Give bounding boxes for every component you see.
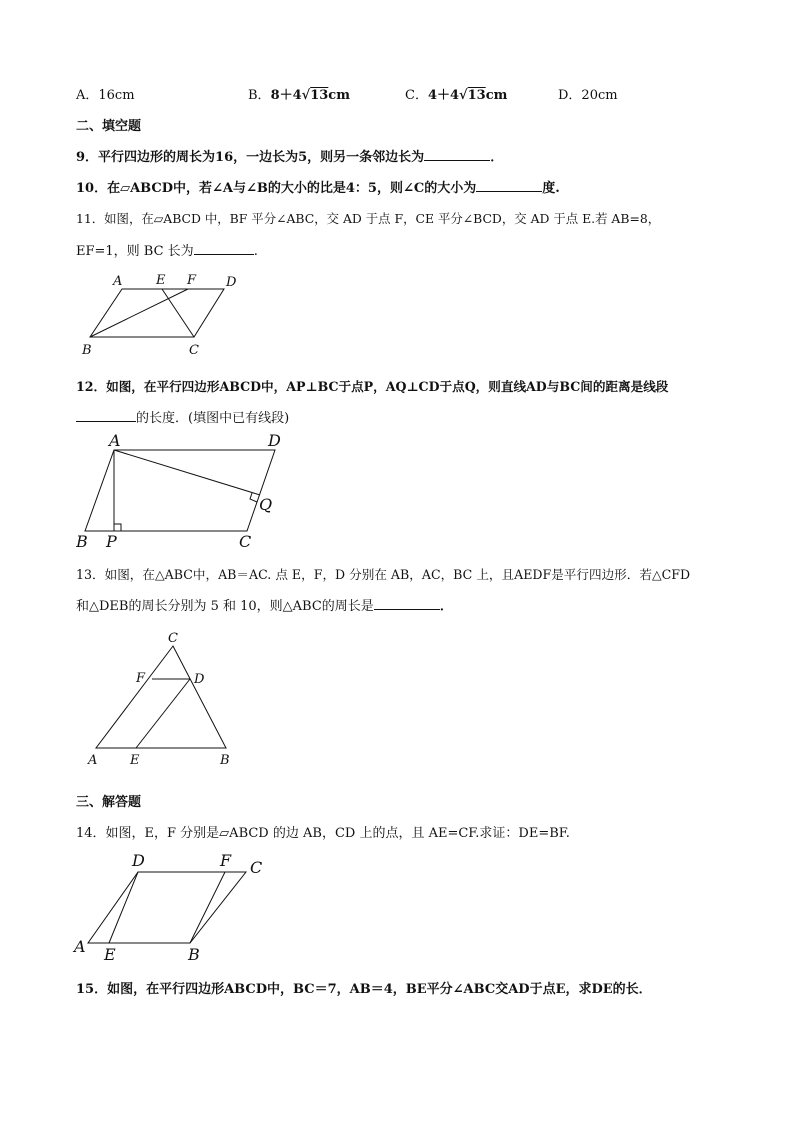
- question-13-end: ．: [439, 599, 453, 614]
- segment-ce: [162, 289, 194, 337]
- right-angle-q: [250, 493, 257, 502]
- question-13-line-1: 13．如图，在△ABC中，AB＝AC. 点 E，F，D 分别在 AB，AC，BC 上，且AEDF是平行四边形．若△CFD: [76, 567, 691, 582]
- label-c: C: [239, 532, 252, 551]
- label-b: B: [188, 945, 200, 964]
- answer-blank-9[interactable]: [424, 148, 490, 161]
- segment-aq: [114, 450, 260, 495]
- label-d: D: [226, 275, 237, 290]
- triangle-abc: [96, 646, 226, 748]
- option-b: [248, 84, 350, 103]
- question-9-end: ．: [490, 150, 504, 165]
- label-c: C: [168, 631, 178, 646]
- answer-blank-11[interactable]: [194, 242, 254, 255]
- section-solve-title: 三、解答题: [76, 795, 142, 810]
- question-11-end: .: [253, 244, 258, 259]
- answer-blank-12[interactable]: [76, 409, 136, 422]
- figure-q12-parallelogram: [76, 430, 296, 552]
- question-12-line-1-text: 12．如图，在平行四边形ABCD中，AP⊥BC于点P，AQ⊥CD于点Q，则直线AD与BC间的距离是线段: [76, 379, 669, 394]
- segment-bf: [90, 289, 188, 337]
- label-b: B: [76, 532, 88, 551]
- question-12-line-1: [76, 376, 668, 395]
- option-b-prefix: B．: [248, 88, 271, 103]
- option-c: [405, 84, 507, 103]
- label-c: C: [189, 343, 199, 358]
- option-b-radicand: 13: [310, 88, 329, 103]
- segment-de: [136, 679, 190, 748]
- option-c-math: 4＋4: [427, 88, 460, 103]
- question-11-line-2: [76, 240, 258, 259]
- segment-bf: [190, 872, 225, 943]
- question-15: 15．如图，在平行四边形ABCD中，BC＝7，AB＝4，BE平分∠ABC交AD于点E，求DE的长．: [76, 982, 652, 997]
- section-fill-in-title: 二、填空题: [76, 119, 142, 134]
- answer-blank-13[interactable]: [374, 597, 440, 610]
- question-13-line-2: [76, 595, 453, 614]
- question-14: 14．如图，E，F 分别是▱ABCD 的边 AB，CD 上的点，且 AE=CF.求证：DE=BF.: [76, 826, 570, 841]
- question-10-text: 10．在▱ABCD中，若∠A与∠B的大小的比是4：5，则∠C的大小为: [76, 181, 477, 196]
- parallelogram-abcd: [88, 872, 246, 943]
- question-9-text: 9．平行四边形的周长为16，一边长为5，则另一条邻边长为: [76, 150, 425, 165]
- option-c-radicand: 13: [467, 88, 486, 103]
- label-a: A: [74, 937, 86, 956]
- label-c: C: [250, 858, 263, 877]
- label-b: B: [82, 343, 92, 358]
- question-10-end: 度.: [542, 181, 560, 196]
- question-10: [76, 177, 560, 196]
- label-e: E: [104, 945, 116, 964]
- option-c-unit: cm: [485, 88, 508, 103]
- label-q: Q: [259, 495, 273, 514]
- option-a: A．16cm: [76, 88, 135, 103]
- option-d: D．20cm: [558, 88, 618, 103]
- option-b-unit: cm: [328, 88, 350, 103]
- label-d: D: [268, 431, 281, 450]
- label-f: F: [220, 851, 232, 870]
- label-a: A: [88, 753, 98, 768]
- label-e: E: [130, 753, 140, 768]
- figure-q11-parallelogram: [76, 268, 256, 360]
- right-angle-p: [114, 524, 121, 531]
- question-9: [76, 146, 503, 165]
- label-e: E: [156, 273, 166, 288]
- label-a: A: [113, 274, 123, 289]
- option-c-prefix: C．: [405, 88, 428, 103]
- option-c-radical: √13: [459, 88, 486, 103]
- question-11-line-2-text: EF=1，则 BC 长为: [76, 244, 194, 259]
- label-p: P: [106, 532, 117, 551]
- question-13-line-2-text: 和△DEB的周长分别为 5 和 10，则△ABC的周长是: [76, 599, 374, 614]
- question-12-line-2-text: 的长度．(填图中已有线段): [136, 411, 290, 426]
- label-b: B: [220, 753, 230, 768]
- option-b-math: 8＋4: [270, 88, 302, 103]
- figure-q13-triangle: [82, 628, 252, 772]
- answer-blank-10[interactable]: [476, 179, 542, 192]
- figure-q14-parallelogram: [70, 848, 270, 966]
- parallelogram-abcd: [90, 289, 224, 337]
- option-b-radical: √13: [301, 88, 329, 103]
- label-d: D: [132, 851, 145, 870]
- label-f: F: [187, 273, 197, 288]
- label-f: F: [136, 671, 146, 686]
- label-d: D: [194, 672, 205, 687]
- question-12-line-2: [76, 407, 289, 426]
- label-a: A: [109, 431, 121, 450]
- question-11-line-1: 11．如图，在▱ABCD 中，BF 平分∠ABC，交 AD 于点 F，CE 平分∠BCD，交 AD 于点 E.若 AB=8，: [76, 211, 661, 226]
